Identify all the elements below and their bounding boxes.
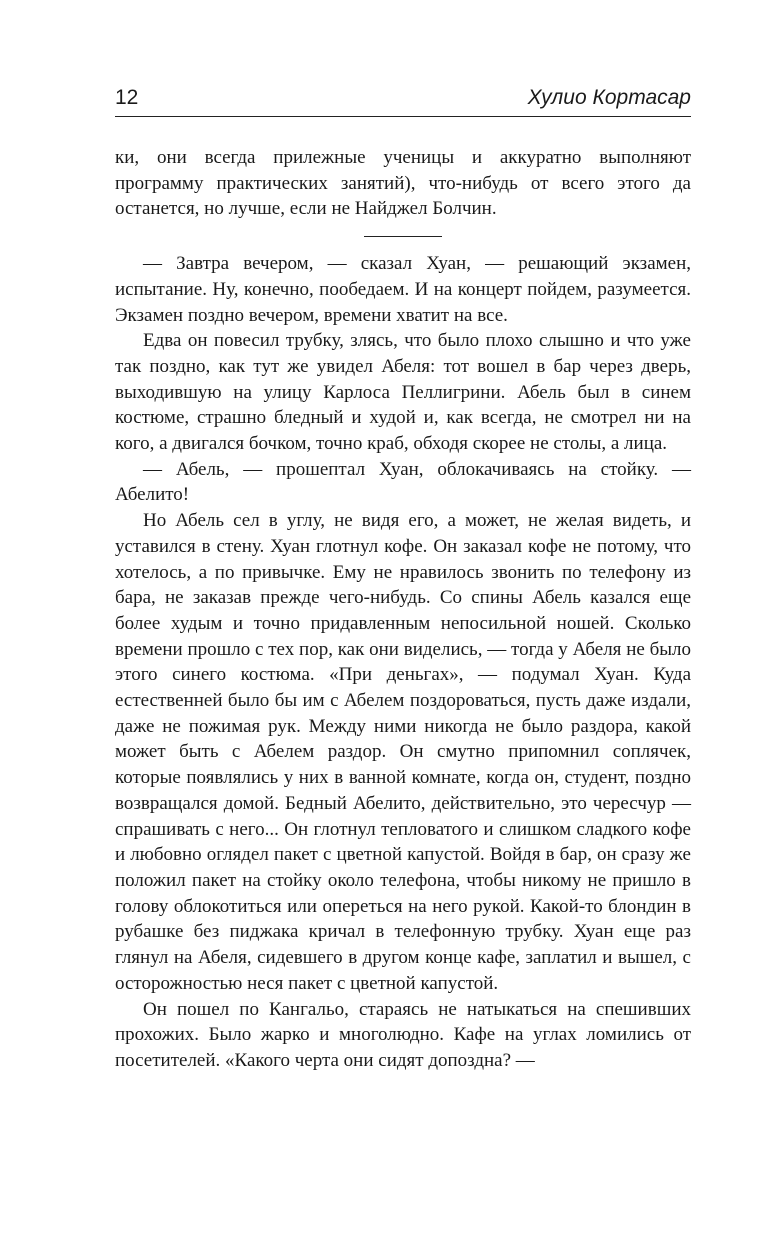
paragraph: Но Абель сел в углу, не видя его, а может, не желая видеть, и уставился в стену. Хуан глотнул кофе. Он заказал кофе не потому, что хотелось, а по привычке. Ему не нравилось звонить по телефону из бара, не заказав прежде чего-нибудь. Со спины Абель казался еще более худым и точно придавленным непосильной ношей. Сколько времени прошло с тех пор, как они виделись, — тогда у Абеля не было этого синего костюма. «При деньгах», — подумал Хуан. Куда естественней было бы им с Абелем поздороваться, пусть даже издали, даже не пожимая рук. Между ними никогда не было раздора, какой может быть с Абелем раздор. Он смутно припомнил соплячек, которые появлялись у них в ванной комнате, когда он, студент, поздно возвращался домой. Бедный Абелито, действительно, это чересчур — спрашивать с него... Он глотнул тепловатого и слишком сладкого кофе и любовно оглядел пакет с цветной капустой. Войдя в бар, он сразу же положил пакет на стойку около телефона, чтобы никому не пришло в голову облокотиться или опереться на него рукой. Какой-то блондин в рубашке без пиджака кричал в телефонную трубку. Хуан еще раз глянул на Абеля, сидевшего в другом конце кафе, заплатил и вышел, с осторожностью неся пакет с цветной капустой. <box>115 510 691 994</box>
running-head-author: Хулио Кортасар <box>527 86 691 109</box>
paragraph: — Завтра вечером, — сказал Хуан, — решающий экзамен, испытание. Ну, конечно, пообедаем. И на концерт пойдем, разумеется. Экзамен поздно вечером, времени хватит на все. <box>115 253 691 326</box>
paragraph: — Абель, — прошептал Хуан, облокачиваясь на стойку. — Абелито! <box>115 458 691 506</box>
section-separator-rule <box>364 236 442 237</box>
page-number: 12 <box>115 86 139 109</box>
book-page <box>115 82 691 1074</box>
paragraph-continued: ки, они всегда прилежные ученицы и аккуратно выполняют программу практических занятий), что-нибудь от всего этого да останется, но лучше, если не Найджел Болчин. <box>115 147 691 220</box>
paragraph: Едва он повесил трубку, злясь, что было плохо слышно и что уже так поздно, как тут же увидел Абеля: тот вошел в бар через дверь, выходившую на улицу Карлоса Пеллигрини. Абель был в синем костюме, страшно бледный и худой и, как всегда, не смотрел ни на кого, а двигался бочком, точно краб, обходя скорее не столы, а лица. <box>115 330 691 455</box>
body-text <box>115 145 691 1074</box>
page-header <box>115 82 691 117</box>
paragraph: Он пошел по Кангальо, стараясь не натыкаться на спешивших прохожих. Было жарко и многолюдно. Кафе на углах ломились от посетителей. «Какого черта они сидят допоздна? — <box>115 998 691 1071</box>
